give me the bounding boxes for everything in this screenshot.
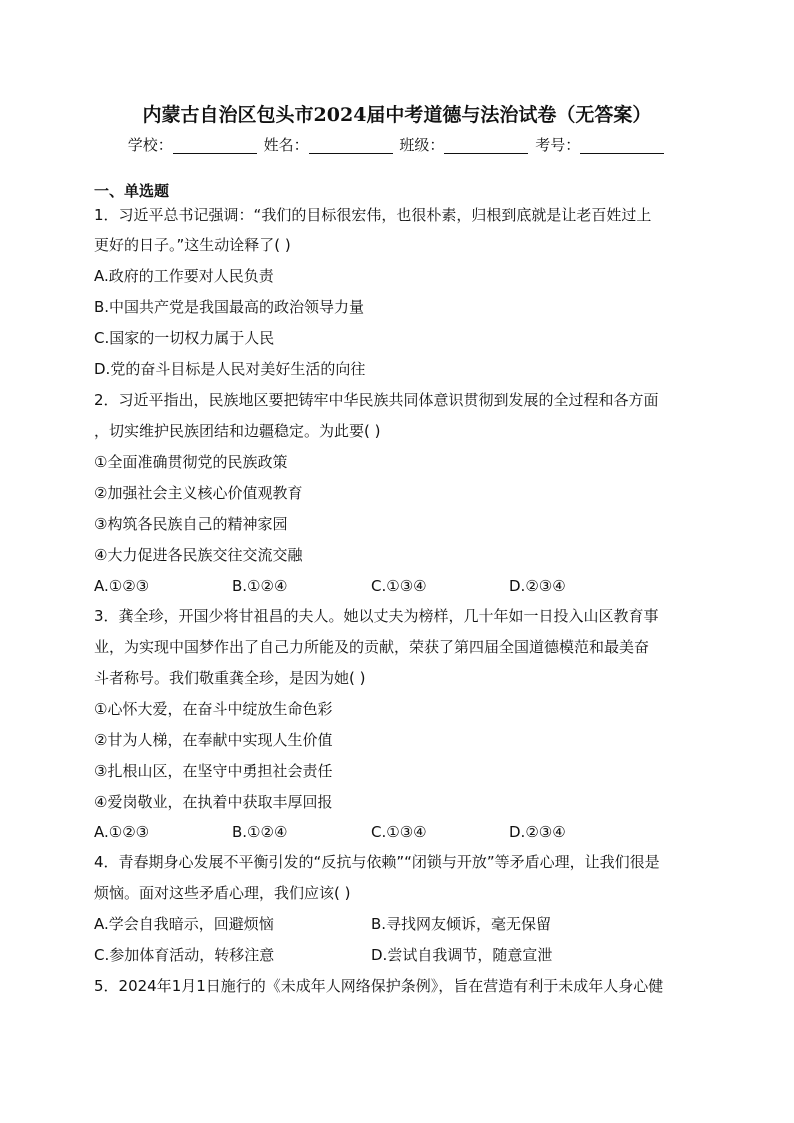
q3-stem-line2: 业，为实现中国梦作出了自己力所能及的贡献，荣获了第四届全国道德模范和最美奋 bbox=[94, 638, 650, 656]
section-heading: 一、单选题 bbox=[94, 182, 170, 200]
q3-stem-line1: 3．龚全珍，开国少将甘祖昌的夫人。她以丈夫为榜样，几十年如一日投入山区教育事 bbox=[94, 607, 659, 625]
q2-stem-line2: ，切实维护民族团结和边疆稳定。为此要( ) bbox=[94, 422, 381, 440]
q1-stem-line2: 更好的日子。”这生动诠释了( ) bbox=[94, 236, 291, 254]
page-title: 内蒙古自治区包头市2024届中考道德与法治试卷（无答案） bbox=[142, 104, 652, 126]
q3-statement-3: ③扎根山区，在坚守中勇担社会责任 bbox=[94, 762, 333, 780]
q1-option-b: B.中国共产党是我国最高的政治领导力量 bbox=[94, 298, 365, 316]
q3-stem-line3: 斗者称号。我们敬重龚全珍，是因为她( ) bbox=[94, 669, 366, 687]
q4-option-d: D.尝试自我调节，随意宣泄 bbox=[371, 946, 553, 964]
q1-option-d: D.党的奋斗目标是人民对美好生活的向往 bbox=[94, 360, 366, 378]
q3-option-c: C.①③④ bbox=[371, 823, 427, 841]
q3-statement-1: ①心怀大爱，在奋斗中绽放生命色彩 bbox=[94, 700, 333, 718]
q3-option-d: D.②③④ bbox=[509, 823, 566, 841]
q3-statement-4: ④爱岗敬业，在执着中获取丰厚回报 bbox=[94, 793, 333, 811]
q5-stem-line1: 5．2024年1月1日施行的《未成年人网络保护条例》，旨在营造有利于未成年人身心健 bbox=[94, 977, 664, 995]
q2-option-a: A.①②③ bbox=[94, 577, 150, 595]
name-blank[interactable] bbox=[309, 137, 393, 154]
number-blank[interactable] bbox=[580, 137, 664, 154]
q4-option-a: A.学会自我暗示，回避烦恼 bbox=[94, 915, 274, 933]
q1-option-c: C.国家的一切权力属于人民 bbox=[94, 329, 275, 347]
q4-option-b: B.寻找网友倾诉，毫无保留 bbox=[371, 915, 552, 933]
student-info-row bbox=[0, 134, 794, 156]
q2-stem-line1: 2．习近平指出，民族地区要把铸牢中华民族共同体意识贯彻到发展的全过程和各方面 bbox=[94, 391, 659, 409]
q2-statement-2: ②加强社会主义核心价值观教育 bbox=[94, 484, 303, 502]
q2-option-d: D.②③④ bbox=[509, 577, 566, 595]
q2-option-b: B.①②④ bbox=[232, 577, 288, 595]
number-label: 考号： bbox=[535, 136, 581, 154]
q1-stem-line1: 1．习近平总书记强调：“我们的目标很宏伟，也很朴素，归根到底就是让老百姓过上 bbox=[94, 206, 652, 224]
q3-statement-2: ②甘为人梯，在奉献中实现人生价值 bbox=[94, 731, 333, 749]
q4-option-c: C.参加体育活动，转移注意 bbox=[94, 946, 275, 964]
q2-statement-1: ①全面准确贯彻党的民族政策 bbox=[94, 453, 288, 471]
q3-option-a: A.①②③ bbox=[94, 823, 150, 841]
q2-statement-4: ④大力促进各民族交往交流交融 bbox=[94, 546, 303, 564]
q2-statement-3: ③构筑各民族自己的精神家园 bbox=[94, 515, 288, 533]
q2-option-c: C.①③④ bbox=[371, 577, 427, 595]
q1-option-a: A.政府的工作要对人民负责 bbox=[94, 267, 274, 285]
name-label: 姓名： bbox=[263, 136, 309, 154]
class-blank[interactable] bbox=[444, 137, 528, 154]
q4-stem-line2: 烦恼。面对这些矛盾心理，我们应该( ) bbox=[94, 884, 351, 902]
class-label: 班级： bbox=[399, 136, 445, 154]
q4-stem-line1: 4．青春期身心发展不平衡引发的“反抗与依赖”“闭锁与开放”等矛盾心理，让我们很是 bbox=[94, 853, 660, 871]
school-blank[interactable] bbox=[173, 137, 257, 154]
school-label: 学校： bbox=[127, 136, 173, 154]
q3-option-b: B.①②④ bbox=[232, 823, 288, 841]
